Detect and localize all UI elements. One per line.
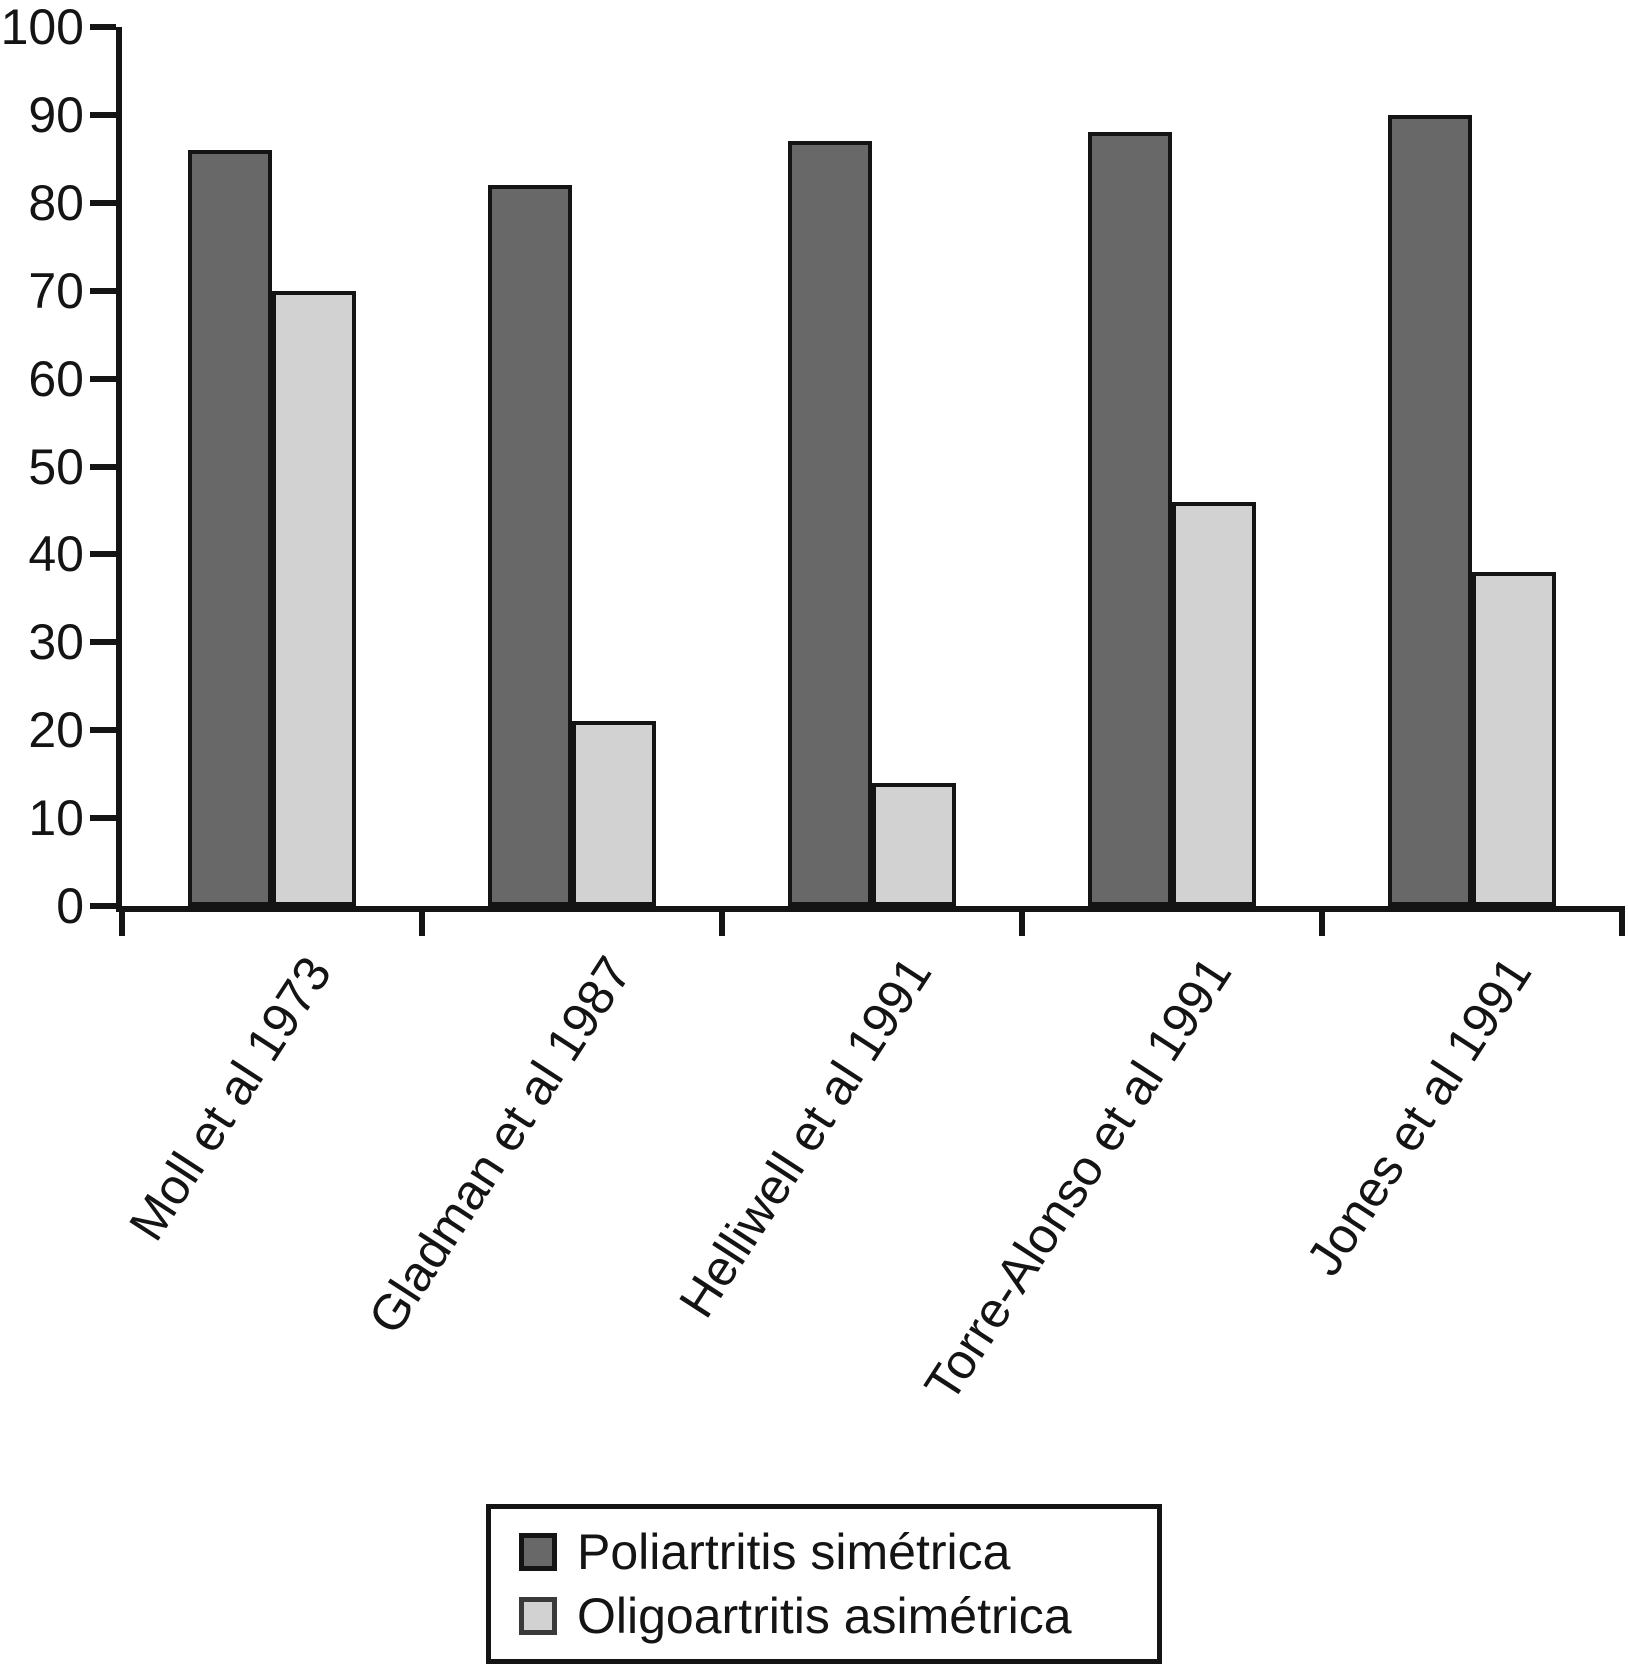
y-axis-tick: [90, 551, 116, 557]
y-axis-tick: [90, 903, 116, 909]
bar: [1088, 132, 1172, 906]
y-axis-tick-label: 0: [56, 878, 84, 934]
bar: [788, 141, 872, 906]
legend-swatch-poliartritis-simetrica: [519, 1533, 557, 1571]
bar: [1388, 115, 1472, 906]
y-axis-tick: [90, 200, 116, 206]
y-axis-tick-label: 50: [28, 438, 84, 495]
y-axis-tick-label: 70: [28, 262, 84, 319]
y-axis-tick-label: 100: [0, 0, 84, 55]
bar: [188, 150, 272, 906]
category-label: Jones et al 1991: [1295, 946, 1543, 1286]
y-axis-tick: [90, 288, 116, 294]
category-label: Helliwell et al 1991: [668, 946, 943, 1328]
x-axis-tick: [719, 906, 725, 936]
y-axis-tick: [90, 727, 116, 733]
bar: [572, 721, 656, 906]
y-axis-tick-label: 30: [28, 614, 84, 671]
y-axis-tick: [90, 24, 116, 30]
x-axis-tick: [1619, 906, 1625, 936]
category-label: Gladman et al 1987: [357, 946, 643, 1344]
category-label: Torre-Alonso et al 1991: [913, 946, 1243, 1411]
y-axis-tick-label: 20: [28, 702, 84, 759]
legend-label-oligoartritis-asimetrica: Oligoartritis asimétrica: [577, 1588, 1072, 1644]
bar: [272, 291, 356, 906]
x-axis-tick: [419, 906, 425, 936]
legend-item-poliartritis-simetrica: [519, 1526, 1157, 1578]
y-axis-tick: [90, 376, 116, 382]
y-axis-tick-label: 10: [28, 790, 84, 847]
x-axis-tick: [1019, 906, 1025, 936]
x-axis-tick: [1319, 906, 1325, 936]
y-axis-tick-label: 40: [28, 526, 84, 583]
legend-label-poliartritis-simetrica: Poliartritis simétrica: [577, 1524, 1011, 1580]
y-axis-tick: [90, 639, 116, 645]
y-axis-tick: [90, 815, 116, 821]
legend-item-oligoartritis-asimetrica: [519, 1590, 1157, 1642]
y-axis-tick-label: 60: [28, 350, 84, 407]
legend-swatch-oligoartritis-asimetrica: [519, 1597, 557, 1635]
category-label: Moll et al 1973: [118, 946, 343, 1251]
y-axis-tick-label: 90: [28, 86, 84, 143]
bar: [488, 185, 572, 906]
y-axis-tick: [90, 112, 116, 118]
bar: [872, 783, 956, 906]
y-axis-tick-label: 80: [28, 174, 84, 231]
legend: [486, 1504, 1162, 1664]
x-axis-tick: [119, 906, 125, 936]
bar: [1172, 502, 1256, 906]
y-axis-tick: [90, 464, 116, 470]
bar: [1472, 572, 1556, 906]
